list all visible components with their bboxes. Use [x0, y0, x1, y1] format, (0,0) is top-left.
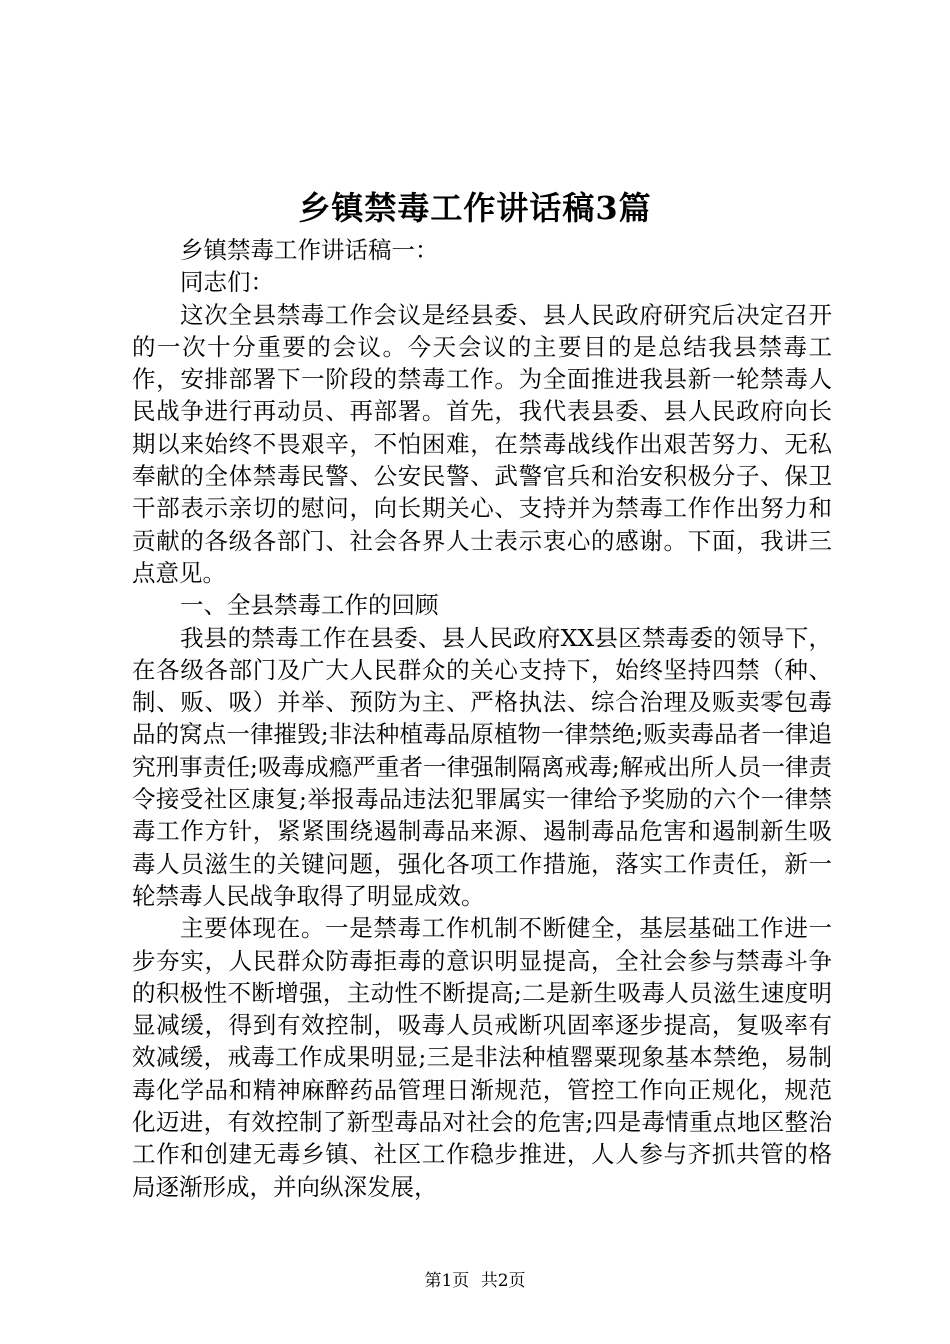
document-body [132, 234, 832, 1203]
page-number-current: 第1页 [424, 1271, 470, 1291]
paragraph-section-heading: 一、全县禁毒工作的回顾 [180, 591, 439, 620]
page-footer [0, 1270, 950, 1292]
paragraph-heading-one: 乡镇禁毒工作讲话稿一： [180, 236, 439, 264]
paragraph-review: 我县的禁毒工作在县委、县人民政府XX县区禁毒委的领导下，在各级各部门及广大人民群众的关心支持下，始终坚持四禁（种、制、贩、吸）并举、预防为主、严格执法、综合治理及贩卖零包毒品的窝点一律摧毁;非法种植毒品原植物一律禁绝;贩卖毒品者一律追究刑事责任;吸毒成瘾严重者一律强制隔离戒毒;解戒出所人员一律责令接受社区康复;举报毒品违法犯罪属实一律给予奖励的六个一律禁毒工作方针，紧紧围绕遏制毒品来源、遏制毒品危害和遏制新生吸毒人员滋生的关键问题，强化各项工作措施，落实工作责任，新一轮禁毒人民战争取得了明显成效。 [132, 623, 832, 910]
paragraph-achievements: 主要体现在。一是禁毒工作机制不断健全，基层基础工作进一步夯实，人民群众防毒拒毒的意识明显提高，全社会参与禁毒斗争的积极性不断增强，主动性不断提高;二是新生吸毒人员滋生速度明显减缓，得到有效控制，吸毒人员戒断巩固率逐步提高，复吸率有效减缓，戒毒工作成果明显;三是非法种植罂粟现象基本禁绝，易制毒化学品和精神麻醉药品管理日渐规范，管控工作向正规化，规范化迈进，有效控制了新型毒品对社会的危害;四是毒情重点地区整治工作和创建无毒乡镇、社区工作稳步推进，人人参与齐抓共管的格局逐渐形成，并向纵深发展， [132, 914, 832, 1201]
paragraph-opening: 这次全县禁毒工作会议是经县委、县人民政府研究后决定召开的一次十分重要的会议。今天会议的主要目的是总结我县禁毒工作，安排部署下一阶段的禁毒工作。为全面推进我县新一轮禁毒人民战争进行再动员、再部署。首先，我代表县委、县人民政府向长期以来始终不畏艰辛，不怕困难，在禁毒战线作出艰苦努力、无私奉献的全体禁毒民警、公安民警、武警官兵和治安积极分子、保卫干部表示亲切的慰问，向长期关心、支持并为禁毒工作作出努力和贡献的各级各部门、社会各界人士表示衷心的感谢。下面，我讲三点意见。 [132, 300, 832, 587]
paragraph-salutation: 同志们： [180, 268, 274, 297]
document-title: 乡镇禁毒工作讲话稿3篇 [298, 189, 652, 227]
page-number-total: 共2页 [480, 1271, 526, 1291]
